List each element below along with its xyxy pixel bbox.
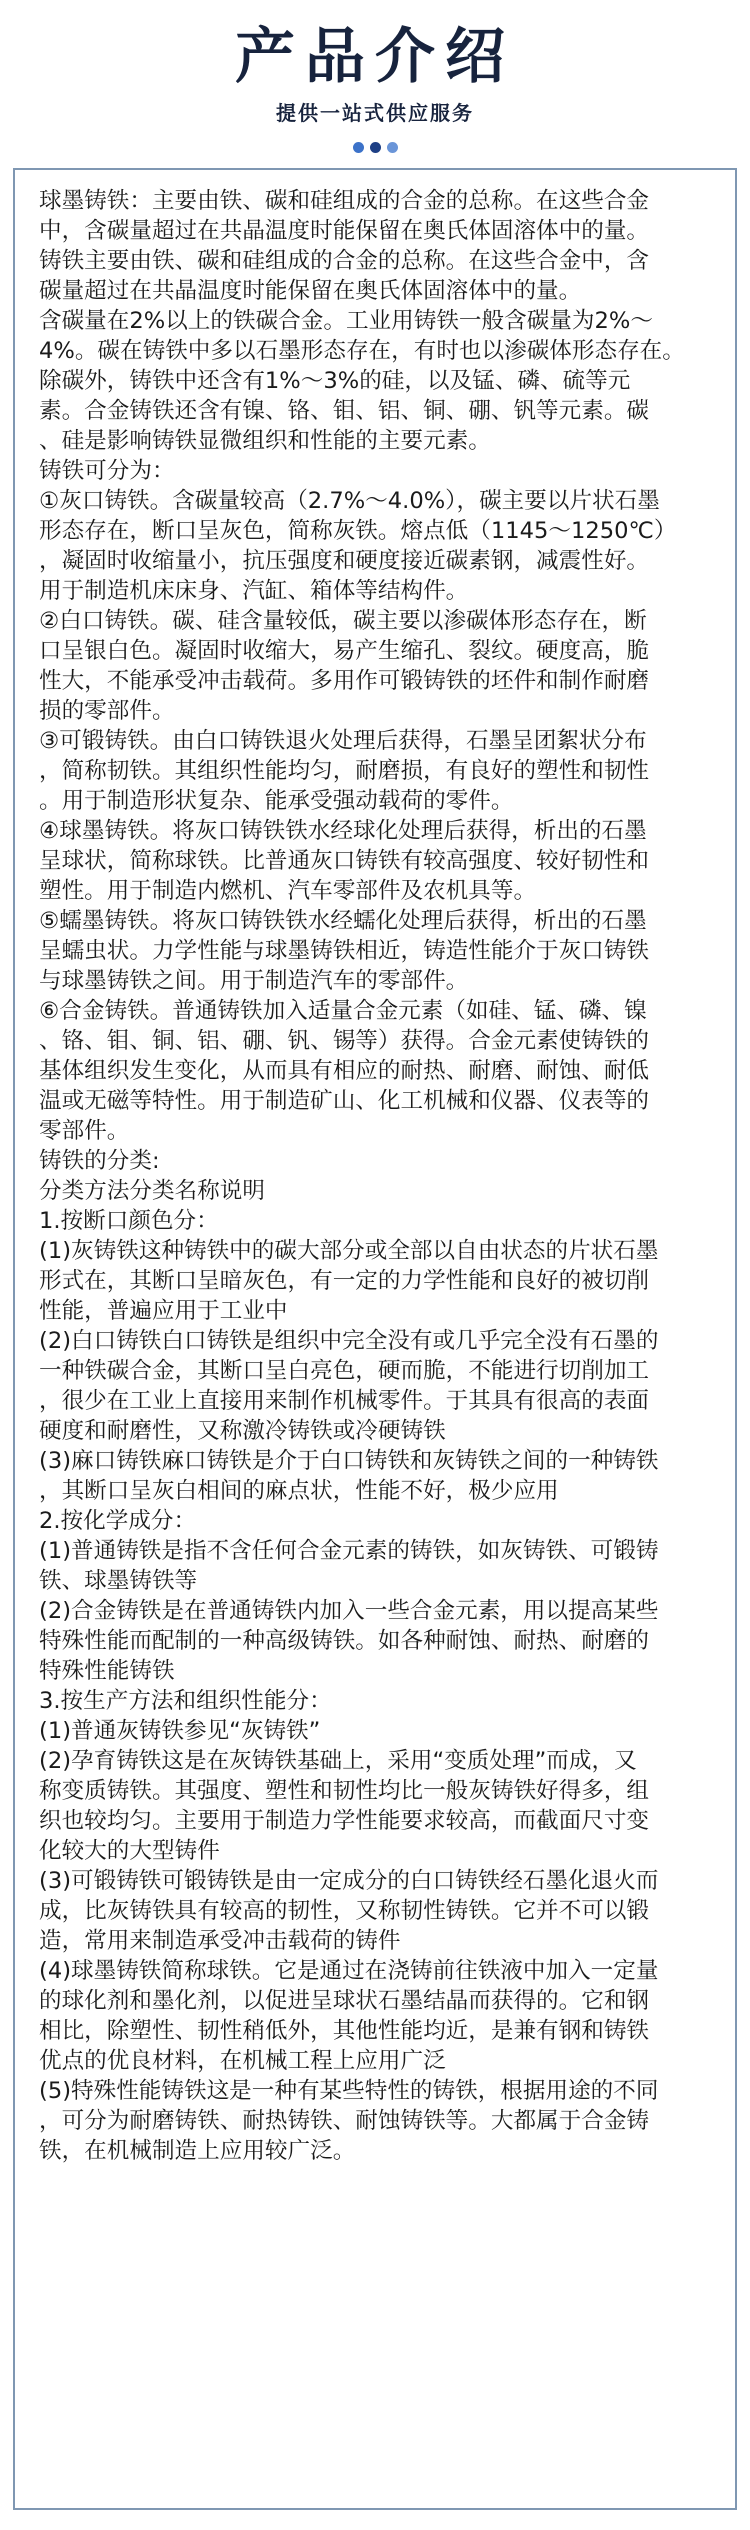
text-line: ，凝固时收缩量小，抗压强度和硬度接近碳素钢，减震性好。 <box>39 548 650 574</box>
text-line: 的球化剂和墨化剂，以促进呈球状石墨结晶而获得的。它和钢 <box>39 1988 650 2014</box>
text-line: 基体组织发生变化，从而具有相应的耐热、耐磨、耐蚀、耐低 <box>39 1058 650 1084</box>
text-line: (3)可锻铸铁可锻铸铁是由一定成分的白口铸铁经石墨化退火而 <box>39 1868 659 1894</box>
text-line: ，简称韧铁。其组织性能均匀，耐磨损，有良好的塑性和韧性 <box>39 758 650 784</box>
dot-icon <box>370 142 381 153</box>
text-line: 零部件。 <box>39 1118 130 1144</box>
text-line: 与球墨铸铁之间。用于制造汽车的零部件。 <box>39 968 469 994</box>
text-line: 成，比灰铸铁具有较高的韧性，又称韧性铸铁。它并不可以锻 <box>39 1898 650 1924</box>
text-line: 优点的优良材料，在机械工程上应用广泛 <box>39 2048 446 2074</box>
text-line: 呈球状，简称球铁。比普通灰口铸铁有较高强度、较好韧性和 <box>39 848 650 874</box>
text-line: 温或无磁等特性。用于制造矿山、化工机械和仪器、仪表等的 <box>39 1088 650 1114</box>
text-line: 铸铁可分为： <box>39 458 175 484</box>
text-line: 化较大的大型铸件 <box>39 1838 220 1864</box>
text-line: 、铬、钼、铜、铝、硼、钒、锡等）获得。合金元素使铸铁的 <box>39 1028 650 1054</box>
text-line: ②白口铸铁。碳、硅含量较低，碳主要以渗碳体形态存在，断 <box>39 608 647 634</box>
dot-icon <box>353 142 364 153</box>
page-subtitle: 提供一站式供应服务 <box>276 101 474 125</box>
text-line: 铸铁主要由铁、碳和硅组成的合金的总称。在这些合金中，含 <box>39 248 650 274</box>
text-line: ，很少在工业上直接用来制作机械零件。于其具有很高的表面 <box>39 1388 650 1414</box>
text-line: 除碳外，铸铁中还含有1%～3%的硅，以及锰、磷、硫等元 <box>39 368 631 394</box>
text-line: 2.按化学成分： <box>39 1508 197 1534</box>
text-line: ，其断口呈灰白相间的麻点状，性能不好，极少应用 <box>39 1478 559 1504</box>
text-line: (1)普通灰铸铁参见“灰铸铁” <box>39 1718 321 1744</box>
text-line: 。用于制造形状复杂、能承受强动载荷的零件。 <box>39 788 514 814</box>
text-line: 4%。碳在铸铁中多以石墨形态存在，有时也以渗碳体形态存在。 <box>39 338 685 364</box>
text-line: (4)球墨铸铁简称球铁。它是通过在浇铸前往铁液中加入一定量 <box>39 1958 659 1984</box>
description-text <box>39 186 719 2166</box>
text-line: 塑性。用于制造内燃机、汽车零部件及农机具等。 <box>39 878 537 904</box>
page-title: 产品介绍 <box>235 22 515 92</box>
text-line: ⑤蠕墨铸铁。将灰口铸铁铁水经蠕化处理后获得，析出的石墨 <box>39 908 647 934</box>
text-line: 、硅是影响铸铁显微组织和性能的主要元素。 <box>39 428 491 454</box>
decorative-dots <box>0 142 750 153</box>
text-line: 1.按断口颜色分： <box>39 1208 219 1234</box>
text-line: (1)灰铸铁这种铸铁中的碳大部分或全部以自由状态的片状石墨 <box>39 1238 659 1264</box>
text-line: 呈蠕虫状。力学性能与球墨铸铁相近，铸造性能介于灰口铸铁 <box>39 938 650 964</box>
text-line: (3)麻口铸铁麻口铸铁是介于白口铸铁和灰铸铁之间的一种铸铁 <box>39 1448 659 1474</box>
text-line: (2)白口铸铁白口铸铁是组织中完全没有或几乎完全没有石墨的 <box>39 1328 659 1354</box>
text-line: 3.按生产方法和组织性能分： <box>39 1688 332 1714</box>
text-line: 形式在，其断口呈暗灰色，有一定的力学性能和良好的被切削 <box>39 1268 650 1294</box>
page-header <box>0 0 750 160</box>
text-line: 称变质铸铁。其强度、塑性和韧性均比一般灰铸铁好得多，组 <box>39 1778 650 1804</box>
product-description-box <box>13 168 737 2510</box>
text-line: ③可锻铸铁。由白口铸铁退火处理后获得，石墨呈团絮状分布 <box>39 728 647 754</box>
text-line: 用于制造机床床身、汽缸、箱体等结构件。 <box>39 578 469 604</box>
text-line: 形态存在，断口呈灰色，简称灰铁。熔点低（1145～1250℃） <box>39 518 677 544</box>
text-line: 碳量超过在共晶温度时能保留在奥氏体固溶体中的量。 <box>39 278 582 304</box>
text-line: 织也较均匀。主要用于制造力学性能要求较高，而截面尺寸变 <box>39 1808 650 1834</box>
text-line: 损的零部件。 <box>39 698 175 724</box>
text-line: ⑥合金铸铁。普通铸铁加入适量合金元素（如硅、锰、磷、镍 <box>39 998 647 1024</box>
text-line: 球墨铸铁：主要由铁、碳和硅组成的合金的总称。在这些合金 <box>39 188 650 214</box>
text-line: ①灰口铸铁。含碳量较高（2.7%～4.0%），碳主要以片状石墨 <box>39 488 660 514</box>
text-line: 特殊性能铸铁 <box>39 1658 175 1684</box>
text-line: 铁，在机械制造上应用较广泛。 <box>39 2138 356 2164</box>
text-line: (2)孕育铸铁这是在灰铸铁基础上，采用“变质处理”而成，又 <box>39 1748 637 1774</box>
text-line: (1)普通铸铁是指不含任何合金元素的铸铁，如灰铸铁、可锻铸 <box>39 1538 659 1564</box>
text-line: 特殊性能而配制的一种高级铸铁。如各种耐蚀、耐热、耐磨的 <box>39 1628 650 1654</box>
text-line: 性大，不能承受冲击载荷。多用作可锻铸铁的坯件和制作耐磨 <box>39 668 650 694</box>
text-line: 铸铁的分类: <box>39 1148 160 1174</box>
text-line: 造，常用来制造承受冲击载荷的铸件 <box>39 1928 401 1954</box>
text-line: 中，含碳量超过在共晶温度时能保留在奥氏体固溶体中的量。 <box>39 218 650 244</box>
text-line: 相比，除塑性、韧性稍低外，其他性能均近，是兼有钢和铸铁 <box>39 2018 650 2044</box>
text-line: ，可分为耐磨铸铁、耐热铸铁、耐蚀铸铁等。大都属于合金铸 <box>39 2108 650 2134</box>
text-line: 一种铁碳合金，其断口呈白亮色，硬而脆，不能进行切削加工 <box>39 1358 650 1384</box>
text-line: (2)合金铸铁是在普通铸铁内加入一些合金元素，用以提高某些 <box>39 1598 659 1624</box>
text-line: (5)特殊性能铸铁这是一种有某些特性的铸铁，根据用途的不同 <box>39 2078 659 2104</box>
dot-icon <box>387 142 398 153</box>
text-line: 铁、球墨铸铁等 <box>39 1568 198 1594</box>
text-line: 性能，普遍应用于工业中 <box>39 1298 288 1324</box>
text-line: 口呈银白色。凝固时收缩大，易产生缩孔、裂纹。硬度高，脆 <box>39 638 650 664</box>
text-line: 分类方法分类名称说明 <box>39 1178 265 1204</box>
text-line: 素。合金铸铁还含有镍、铬、钼、铝、铜、硼、钒等元素。碳 <box>39 398 650 424</box>
text-line: 硬度和耐磨性，又称激冷铸铁或冷硬铸铁 <box>39 1418 446 1444</box>
text-line: ④球墨铸铁。将灰口铸铁铁水经球化处理后获得，析出的石墨 <box>39 818 647 844</box>
text-line: 含碳量在2%以上的铁碳合金。工业用铸铁一般含碳量为2%～ <box>39 308 653 334</box>
